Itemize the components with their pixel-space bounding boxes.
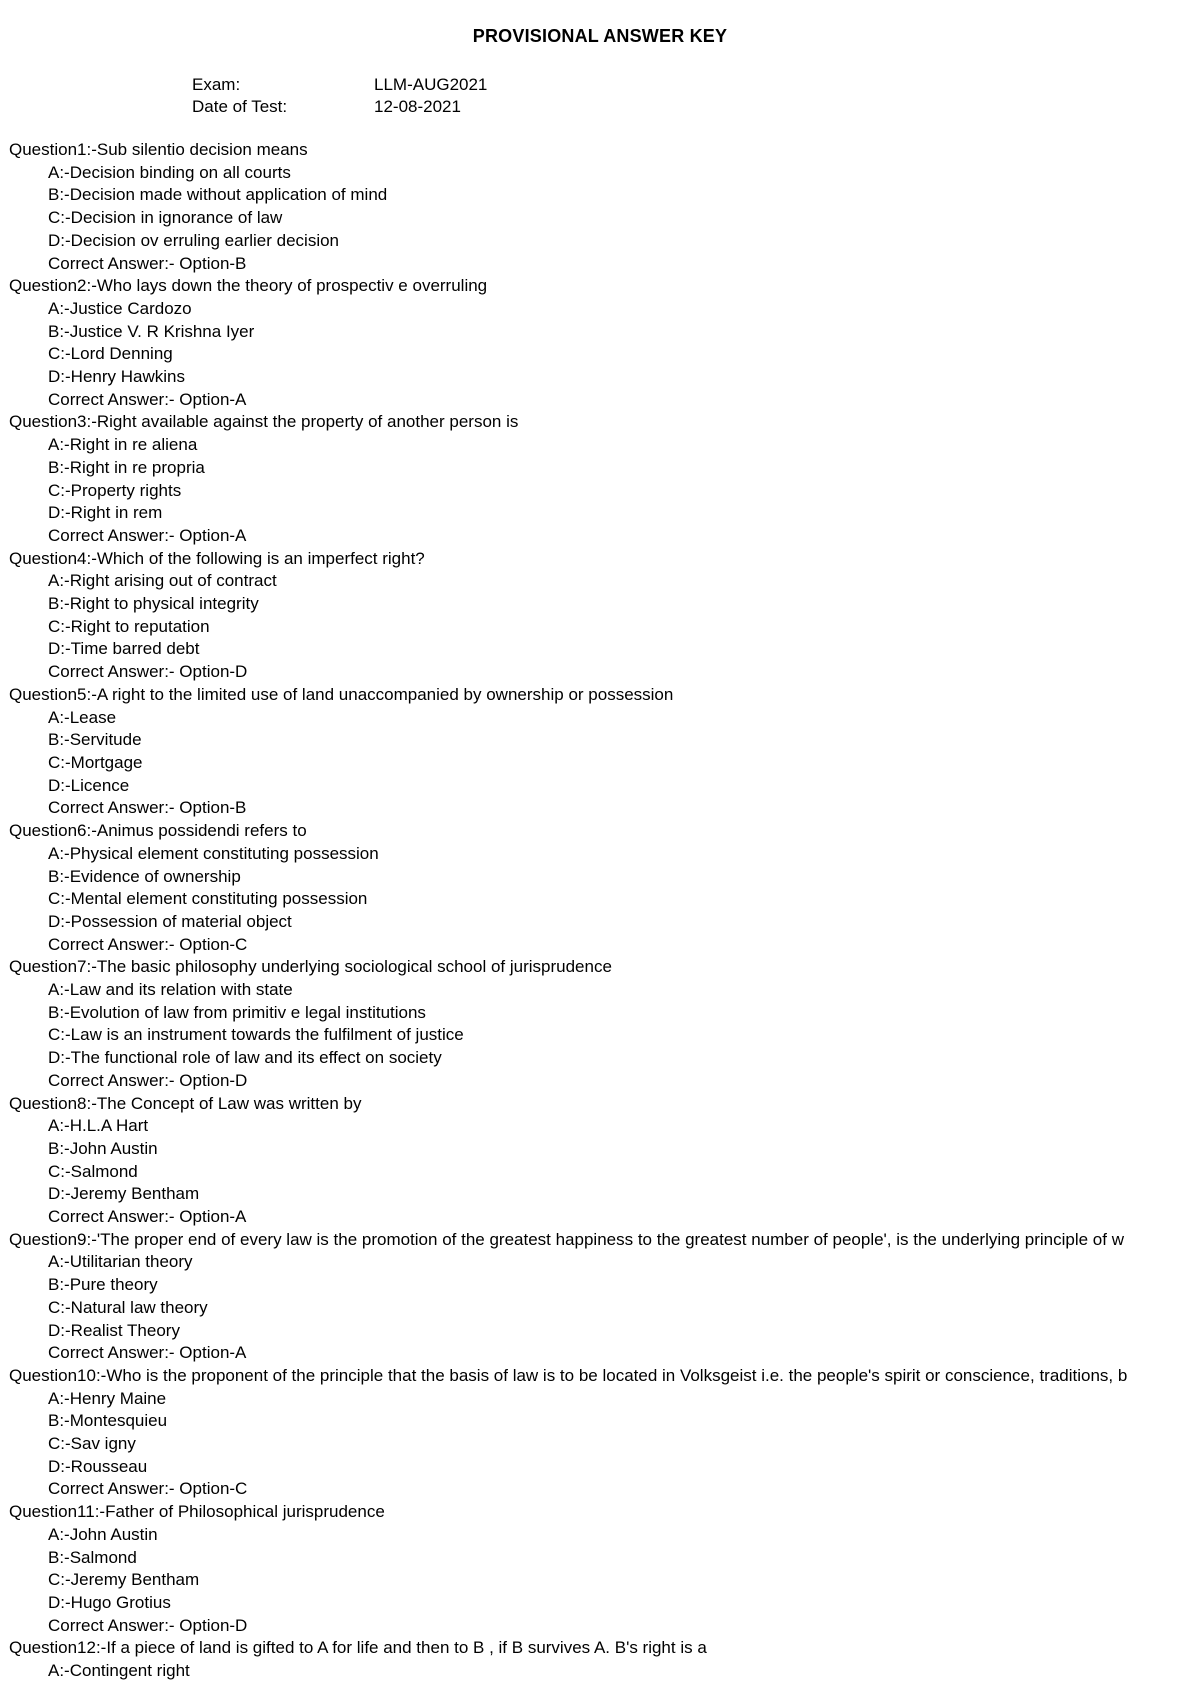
question-block <box>9 1365 1200 1501</box>
question-list <box>9 139 1200 1683</box>
option-line: A:-John Austin <box>48 1524 158 1544</box>
question-text: Question2:-Who lays down the theory of prospectiv e overruling <box>9 276 488 296</box>
option-line: A:-Lease <box>48 707 117 727</box>
exam-row <box>192 74 487 96</box>
question-text: Question9:-'The proper end of every law is the promotion of the greatest happiness to the greatest number of people', is the underlying principle of w <box>9 1229 1124 1249</box>
option-line: A:-Right arising out of contract <box>48 571 277 591</box>
question-block <box>9 956 1200 1092</box>
option-line: D:-Right in rem <box>48 503 163 523</box>
option-line: D:-Realist Theory <box>48 1320 180 1340</box>
option-line: C:-Mortgage <box>48 752 143 772</box>
correct-answer: Correct Answer:- Option-A <box>48 1343 247 1363</box>
question-text: Question6:-Animus possidendi refers to <box>9 821 307 841</box>
exam-label: Exam: <box>192 75 241 94</box>
correct-answer: Correct Answer:- Option-D <box>48 1070 248 1090</box>
date-row <box>192 96 487 118</box>
option-line: B:-Servitude <box>48 730 142 750</box>
exam-value: LLM-AUG2021 <box>374 75 488 94</box>
correct-answer: Correct Answer:- Option-B <box>48 798 247 818</box>
option-line: B:-Decision made without application of mind <box>48 185 388 205</box>
option-line: A:-Right in re aliena <box>48 435 198 455</box>
question-text: Question1:-Sub silentio decision means <box>9 140 308 159</box>
option-line: A:-Physical element constituting possession <box>48 843 379 863</box>
question-block <box>9 1093 1200 1229</box>
option-line: A:-Justice Cardozo <box>48 298 192 318</box>
question-text: Question3:-Right available against the property of another person is <box>9 412 519 432</box>
option-line: A:-Law and its relation with state <box>48 980 293 1000</box>
exam-meta <box>192 74 487 118</box>
option-line: D:-Decision ov erruling earlier decision <box>48 230 340 250</box>
option-line: C:-Jeremy Bentham <box>48 1570 200 1590</box>
question-text: Question4:-Which of the following is an imperfect right? <box>9 548 425 568</box>
question-block <box>9 820 1200 956</box>
option-line: D:-Henry Hawkins <box>48 367 185 387</box>
correct-answer: Correct Answer:- Option-B <box>48 253 247 273</box>
correct-answer: Correct Answer:- Option-A <box>48 1207 247 1227</box>
date-label: Date of Test: <box>192 97 288 116</box>
option-line: D:-Possession of material object <box>48 911 292 931</box>
question-text: Question8:-The Concept of Law was written by <box>9 1093 362 1113</box>
option-line: B:-Montesquieu <box>48 1411 168 1431</box>
option-line: A:-Decision binding on all courts <box>48 162 291 182</box>
option-line: C:-Natural law theory <box>48 1297 208 1317</box>
option-line: C:-Right to reputation <box>48 616 210 636</box>
question-text: Question10:-Who is the proponent of the principle that the basis of law is to be located in Volksgeist i.e. the people's spirit or conscience, traditions, b <box>9 1365 1128 1385</box>
option-line: B:-Salmond <box>48 1547 137 1567</box>
question-text: Question11:-Father of Philosophical jurisprudence <box>9 1502 385 1522</box>
date-value: 12-08-2021 <box>374 97 461 116</box>
option-line: C:-Sav igny <box>48 1434 136 1454</box>
correct-answer: Correct Answer:- Option-A <box>48 389 247 409</box>
correct-answer: Correct Answer:- Option-D <box>48 662 248 682</box>
question-text: Question5:-A right to the limited use of land unaccompanied by ownership or possession <box>9 684 674 704</box>
option-line: C:-Salmond <box>48 1161 138 1181</box>
page-title: PROVISIONAL ANSWER KEY <box>472 26 728 46</box>
option-line: B:-Right in re propria <box>48 457 205 477</box>
option-line: C:-Mental element constituting possession <box>48 889 368 909</box>
question-block <box>9 1637 1200 1682</box>
option-line: B:-Evolution of law from primitiv e legal institutions <box>48 1002 426 1022</box>
option-line: B:-Evidence of ownership <box>48 866 241 886</box>
option-line: B:-Pure theory <box>48 1275 158 1295</box>
option-line: D:-The functional role of law and its effect on society <box>48 1048 442 1068</box>
question-block <box>9 684 1200 820</box>
option-line: B:-John Austin <box>48 1138 158 1158</box>
option-line: A:-Contingent right <box>48 1661 190 1681</box>
option-line: D:-Rousseau <box>48 1456 148 1476</box>
option-line: D:-Jeremy Bentham <box>48 1184 200 1204</box>
option-line: A:-Utilitarian theory <box>48 1252 193 1272</box>
option-line: C:-Lord Denning <box>48 344 173 364</box>
option-line: C:-Decision in ignorance of law <box>48 208 283 228</box>
correct-answer: Correct Answer:- Option-D <box>48 1615 248 1635</box>
question-text: Question7:-The basic philosophy underlying sociological school of jurisprudence <box>9 957 612 977</box>
option-line: A:-H.L.A Hart <box>48 1116 149 1136</box>
correct-answer: Correct Answer:- Option-A <box>48 525 247 545</box>
question-block <box>9 548 1200 684</box>
question-block <box>9 139 1200 275</box>
option-line: C:-Law is an instrument towards the fulfilment of justice <box>48 1025 464 1045</box>
question-block <box>9 275 1200 411</box>
question-block <box>9 411 1200 547</box>
option-line: B:-Justice V. R Krishna Iyer <box>48 321 255 341</box>
correct-answer: Correct Answer:- Option-C <box>48 1479 248 1499</box>
option-line: D:-Licence <box>48 775 130 795</box>
option-line: D:-Time barred debt <box>48 639 200 659</box>
option-line: B:-Right to physical integrity <box>48 594 259 614</box>
question-block <box>9 1501 1200 1637</box>
question-text: Question12:-If a piece of land is gifted to A for life and then to B , if B survives A. B's right is a <box>9 1638 707 1658</box>
question-block <box>9 1229 1200 1365</box>
option-line: C:-Property rights <box>48 480 182 500</box>
correct-answer: Correct Answer:- Option-C <box>48 934 248 954</box>
option-line: D:-Hugo Grotius <box>48 1593 171 1612</box>
option-line: A:-Henry Maine <box>48 1388 167 1408</box>
